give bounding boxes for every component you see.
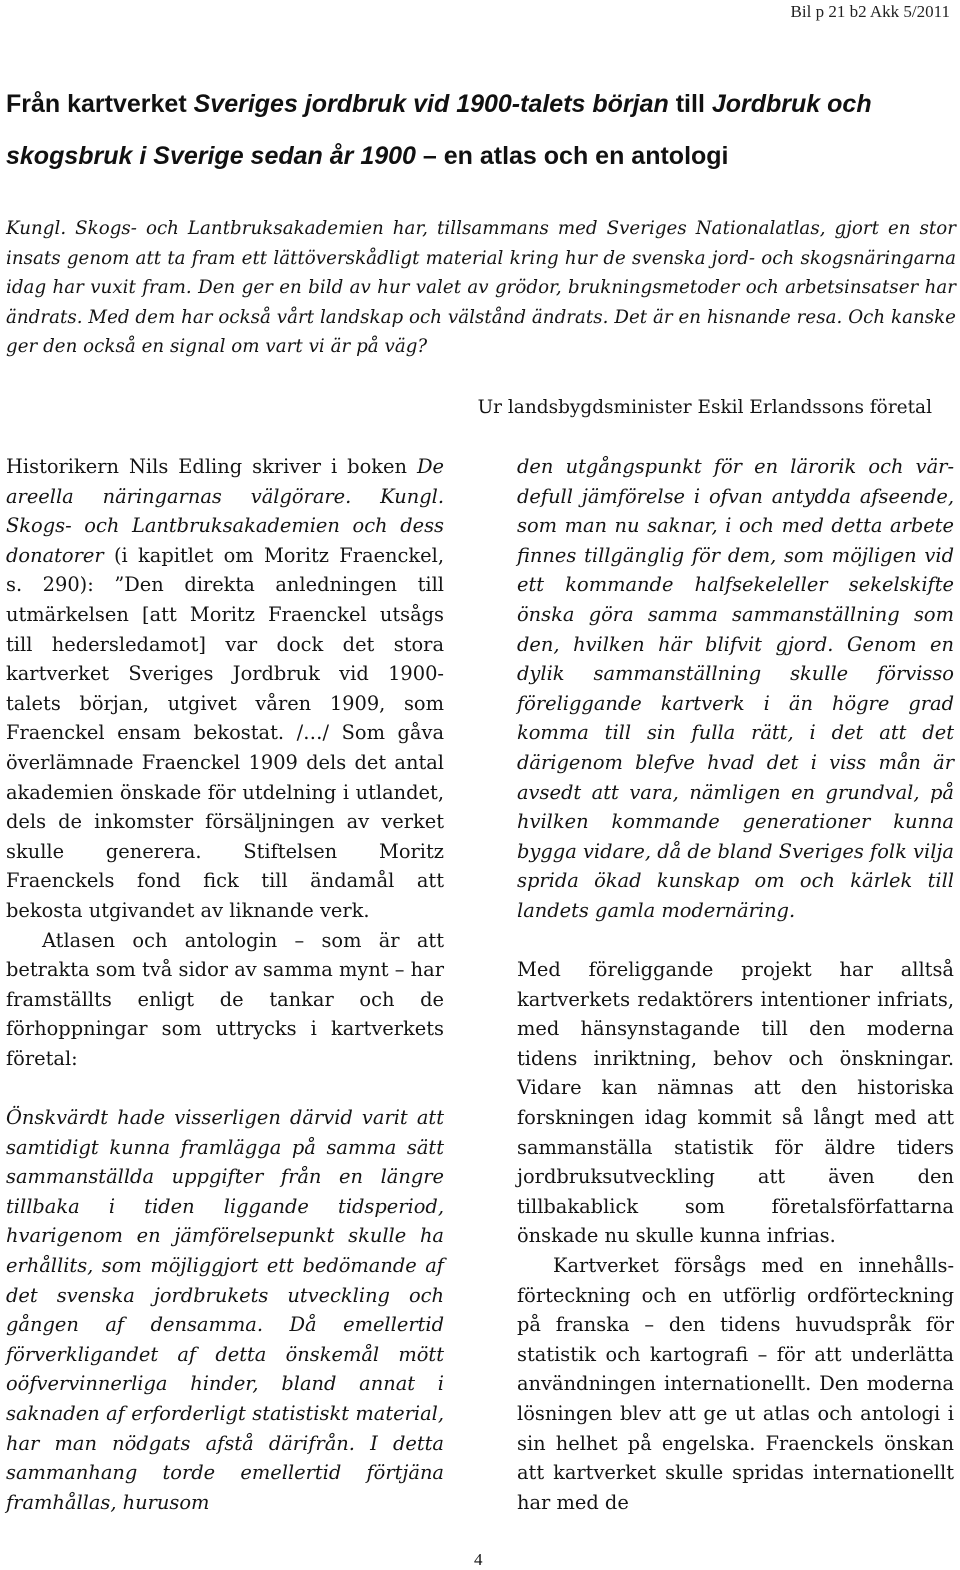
preface-quote-continued: den utgångspunkt för en lärorik och värdefull jämförelse i ofvan antydda afseende, som man nu saknar, i och med detta arbete finnes tillgänglig för dem, som möjligen vid ett kommande halfsekeleller sekelskifte önska göra samma sammanställning som den, hvilken här blifvit gjord. Genom en dylik sammanställning skulle förvisso föreliggande kartverk i än högre grad komma till sin fulla rätt, i det att det därigenom blefve hvad det i viss mån är avsedt att vara, nämligen en grundval, på hvilken kommande generationer kunna bygga vidare, då de bland Sveriges folk vilja sprida ökad kunskap om och kärlek till landets gamla modernäring. xyxy=(517,455,954,922)
document-reference: Bil p 21 b2 Akk 5/2011 xyxy=(790,2,950,21)
page-number: 4 xyxy=(474,1550,483,1569)
paragraph-text: (i kapitlet om Moritz Fraenckel, s. 290): ”Den direkta anledningen till utmärkelsen [att Moritz Fraenckel utsågs till hedersledamot] var dock det stora kartverket Sveriges Jordbruk vid 1900-talets början, utgivet våren 1909, som Fraenckel ensam bekostat. /…/ Som gåva överlämnade Fraenckel 1909 dels det antal akademien önskade för utdelning i utlandet, dels de inkomster försäljningen av verket skulle generera. Stiftelsen Moritz Fraenckels fond fick till ändamål att bekosta utgivandet av liknande verk. xyxy=(6,543,444,922)
title-text-3: – en atlas och en antologi xyxy=(415,142,729,170)
intro-attribution: Ur landsbygdsminister Eskil Erlandssons företal xyxy=(477,397,932,418)
paragraph-edling xyxy=(6,452,444,926)
title-work-1: Sveriges jordbruk vid 1900-talets början xyxy=(193,90,669,118)
left-column xyxy=(6,452,444,1517)
preface-quote: Önskvärdt hade visserligen därvid varit att samtidigt kunna framlägga på samma sätt sammanställda uppgifter från en längre tillbaka i tiden liggande tidsperiod, hvarigenom en jämförelsepunkt skulle ha erhållits, som möjliggjort ett bedömande af det svenska jordbrukets utveckling och gången af densamma. Då emellertid förverkligandet af detta önskemål mött oöfvervinnerliga hinder, bland annat i saknaden af erforderligt statistiskt material, har man nödgats afstå därifrån. I detta sammanhang torde emellertid förtjäna framhållas, hurusom xyxy=(6,1106,444,1514)
paragraph-atlas: Atlasen och antologin – som är att betrakta som två sidor av samma mynt – har framställts enligt de tankar och de förhoppningar som uttrycks i kartverkets företal: xyxy=(6,928,444,1070)
paragraph-project: Med föreliggande projekt har alltså kartverkets redaktörers intentioner infriats, med hänsynstagande till den moderna tidens inriktning, behov och önskningar. Vidare kan nämnas att den historiska forskningen idag kommit så långt med att sammanställa statistik för äldre tiders jordbruksutveckling att även den tillbakablick som företalsförfattarna önskade nu skulle kunna infrias. xyxy=(517,958,954,1248)
title-text-2: till xyxy=(668,90,712,118)
title-text-1: Från kartverket xyxy=(6,90,194,118)
paragraph-kartverket: Kartverket försågs med en innehållsförteckning och en utförlig ordförteckning på franska – den tidens huvudspråk för statistik och kartografi – för att underlätta användningen internationellt. Den moderna lösningen blev att ge ut atlas och antologi i sin helhet på engelska. Fraenckels önskan att kartverket skulle spridas internationellt har med de xyxy=(517,1254,954,1514)
right-column xyxy=(517,452,954,1517)
title-work-2: Jordbruk och skogsbruk i Sverige sedan år 1900 xyxy=(6,90,872,170)
paragraph-text: Historikern Nils Edling skriver i boken xyxy=(6,455,417,478)
intro-quote: Kungl. Skogs- och Lantbruksakademien har, tillsammans med Sveriges Nationalatlas, gjort en stor insats genom att ta fram ett lättöverskådligt material kring hur de svenska jord- och skogsnäringarna idag har vuxit fram. Den ger en bild av hur valet av grödor, brukningsmetoder och arbetsinsatser har ändrats. Med dem har också vårt landskap och välstånd ändrats. Det är en hisnande resa. Och kanske ger den också en signal om vart vi är på väg? xyxy=(6,218,956,357)
book-title: De areella näringarnas välgörare. Kungl. Skogs- och Lantbruksakademien och dess donatorer xyxy=(6,455,444,567)
page-title xyxy=(6,78,946,182)
